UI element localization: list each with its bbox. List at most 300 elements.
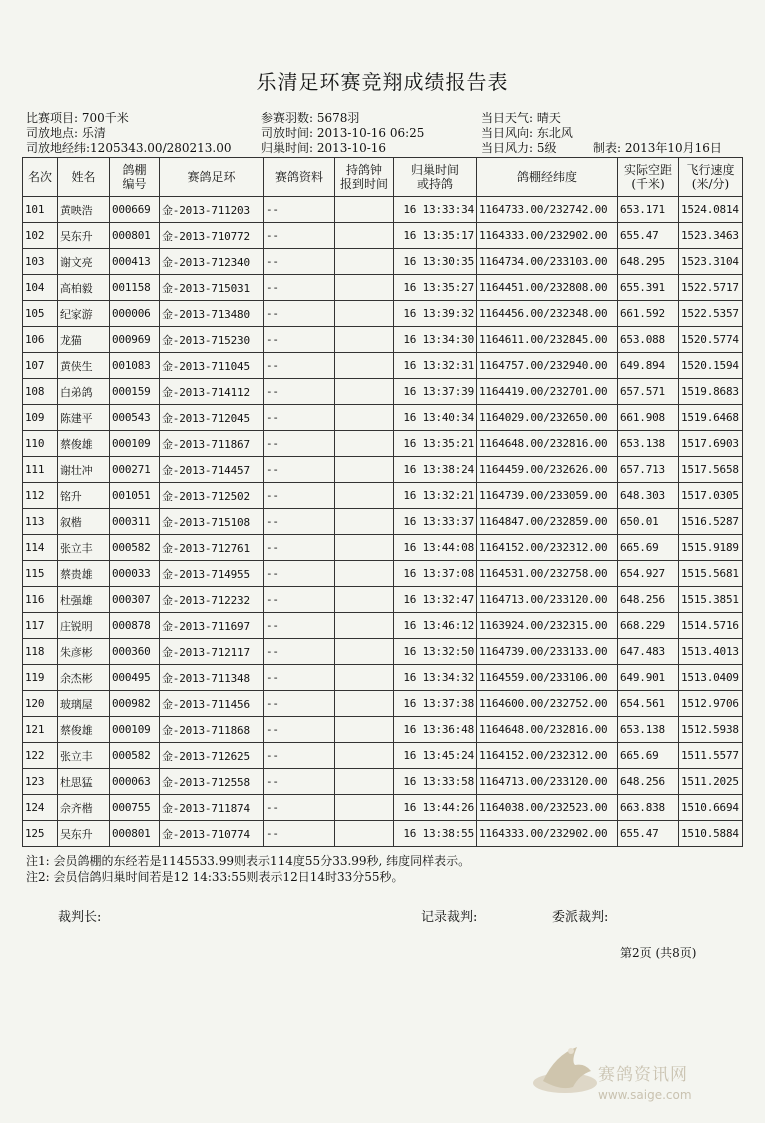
watermark-title: 赛鸽资讯网 [598, 1065, 688, 1085]
table-cell [335, 223, 394, 249]
table-cell: 105 [23, 301, 58, 327]
table-row [23, 457, 743, 483]
watermark-url: www.saige.com [598, 1088, 692, 1102]
table-cell: 000801 [110, 821, 160, 847]
table-cell: 蔡俊雄 [58, 717, 110, 743]
table-cell: 000582 [110, 535, 160, 561]
table-cell: 吴东升 [58, 821, 110, 847]
table-cell: 110 [23, 431, 58, 457]
table-cell: 1164757.00/232940.00 [477, 353, 618, 379]
table-cell: 000307 [110, 587, 160, 613]
table-cell: 金-2013-715031 [160, 275, 264, 301]
table-cell: 001158 [110, 275, 160, 301]
table-cell: 16 13:30:35 [394, 249, 477, 275]
chief-judge-label: 裁判长: [58, 910, 102, 925]
table-cell: 000413 [110, 249, 160, 275]
table-cell: 1164600.00/232752.00 [477, 691, 618, 717]
table-cell: 000360 [110, 639, 160, 665]
table-cell: -- [264, 353, 335, 379]
table-cell: 1520.1594 [679, 353, 743, 379]
table-cell: 1519.8683 [679, 379, 743, 405]
table-cell: 1513.0409 [679, 665, 743, 691]
table-cell: 000982 [110, 691, 160, 717]
info-column-1 [26, 111, 232, 156]
table-cell: 1164733.00/232742.00 [477, 197, 618, 223]
table-cell: 金-2013-712340 [160, 249, 264, 275]
table-row [23, 717, 743, 743]
table-cell: 16 13:34:32 [394, 665, 477, 691]
table-row [23, 795, 743, 821]
table-cell: -- [264, 743, 335, 769]
table-cell: 117 [23, 613, 58, 639]
table-cell: 16 13:37:08 [394, 561, 477, 587]
table-cell: 654.561 [618, 691, 679, 717]
table-cell: 648.303 [618, 483, 679, 509]
table-cell: 1523.3104 [679, 249, 743, 275]
table-cell: -- [264, 197, 335, 223]
note-2: 注2: 会员信鸽归巢时间若是12 14:33:55则表示12日14时33分55秒。 [26, 870, 404, 884]
table-cell: 白弟鸽 [58, 379, 110, 405]
table-cell: 16 13:32:21 [394, 483, 477, 509]
table-cell: 1164531.00/232758.00 [477, 561, 618, 587]
table-cell: 655.47 [618, 821, 679, 847]
table-cell: 高柏毅 [58, 275, 110, 301]
column-header: 姓名 [58, 158, 110, 197]
table-cell: 649.901 [618, 665, 679, 691]
table-cell: 1164451.00/232808.00 [477, 275, 618, 301]
table-cell: 16 13:35:27 [394, 275, 477, 301]
table-cell: 16 13:32:47 [394, 587, 477, 613]
table-cell: 纪家游 [58, 301, 110, 327]
table-cell: 000969 [110, 327, 160, 353]
table-cell: 金-2013-713480 [160, 301, 264, 327]
table-cell: 1164152.00/232312.00 [477, 743, 618, 769]
table-row [23, 769, 743, 795]
table-cell: 1164847.00/232859.00 [477, 509, 618, 535]
table-cell: 000543 [110, 405, 160, 431]
table-cell [335, 379, 394, 405]
note-1: 注1: 会员鸽棚的东经若是1145533.99则表示114度55分33.99秒, 纬度同样表示。 [26, 854, 471, 868]
table-cell: 000063 [110, 769, 160, 795]
table-cell: 金-2013-714457 [160, 457, 264, 483]
table-cell: 16 13:33:58 [394, 769, 477, 795]
table-cell: 1517.6903 [679, 431, 743, 457]
info-column-3 [481, 111, 573, 156]
table-cell: 668.229 [618, 613, 679, 639]
table-cell: 1164739.00/233059.00 [477, 483, 618, 509]
table-cell: 16 13:32:50 [394, 639, 477, 665]
table-cell: 1511.2025 [679, 769, 743, 795]
table-cell: 103 [23, 249, 58, 275]
table-cell: 653.088 [618, 327, 679, 353]
table-cell: -- [264, 327, 335, 353]
table-cell: 1164038.00/232523.00 [477, 795, 618, 821]
table-cell: 1510.6694 [679, 795, 743, 821]
column-header: 持鸽钟 报到时间 [335, 158, 394, 197]
table-row [23, 639, 743, 665]
table-cell: 1164459.00/232626.00 [477, 457, 618, 483]
table-cell: 000006 [110, 301, 160, 327]
table-cell [335, 275, 394, 301]
table-cell: 121 [23, 717, 58, 743]
made-date: 制表: 2013年10月16日 [593, 141, 722, 155]
table-cell: 金-2013-711348 [160, 665, 264, 691]
table-cell: -- [264, 795, 335, 821]
table-cell: 1512.9706 [679, 691, 743, 717]
table-cell: 16 13:38:24 [394, 457, 477, 483]
table-cell: 109 [23, 405, 58, 431]
table-cell: -- [264, 587, 335, 613]
table-cell: 蔡俊雄 [58, 431, 110, 457]
table-cell: -- [264, 379, 335, 405]
table-cell: 1524.0814 [679, 197, 743, 223]
table-cell: 1164734.00/233103.00 [477, 249, 618, 275]
table-cell: -- [264, 665, 335, 691]
table-cell: 16 13:32:31 [394, 353, 477, 379]
table-cell: -- [264, 483, 335, 509]
table-row [23, 353, 743, 379]
table-cell: 庄锐明 [58, 613, 110, 639]
table-row [23, 483, 743, 509]
table-cell: 16 13:45:24 [394, 743, 477, 769]
column-header: 赛鸽足环 [160, 158, 264, 197]
table-cell: 123 [23, 769, 58, 795]
table-cell [335, 249, 394, 275]
table-cell: 1510.5884 [679, 821, 743, 847]
table-cell: 金-2013-712558 [160, 769, 264, 795]
assigned-judge-label: 委派裁判: [552, 910, 609, 925]
table-cell: -- [264, 691, 335, 717]
table-cell: 叙楷 [58, 509, 110, 535]
table-cell: 113 [23, 509, 58, 535]
table-row [23, 405, 743, 431]
table-cell: 120 [23, 691, 58, 717]
table-cell: 16 13:33:37 [394, 509, 477, 535]
table-cell: 001083 [110, 353, 160, 379]
table-cell: 648.295 [618, 249, 679, 275]
table-cell: 111 [23, 457, 58, 483]
table-header-row [23, 158, 743, 197]
table-cell: 657.713 [618, 457, 679, 483]
table-cell [335, 197, 394, 223]
table-cell [335, 717, 394, 743]
table-cell: 1164152.00/232312.00 [477, 535, 618, 561]
table-cell: 000878 [110, 613, 160, 639]
table-body [23, 197, 743, 847]
table-cell: 1164333.00/232902.00 [477, 821, 618, 847]
entry-count: 参赛羽数: 5678羽 [261, 111, 360, 125]
table-cell: 653.138 [618, 431, 679, 457]
table-cell: 1522.5717 [679, 275, 743, 301]
table-cell: 铭升 [58, 483, 110, 509]
table-cell: 1515.9189 [679, 535, 743, 561]
table-cell: 125 [23, 821, 58, 847]
table-cell: 金-2013-710772 [160, 223, 264, 249]
table-cell: 657.571 [618, 379, 679, 405]
table-cell: 654.927 [618, 561, 679, 587]
table-cell: 649.894 [618, 353, 679, 379]
table-cell: 000495 [110, 665, 160, 691]
table-cell: 16 13:37:39 [394, 379, 477, 405]
table-cell: 金-2013-711203 [160, 197, 264, 223]
table-cell: 金-2013-712045 [160, 405, 264, 431]
weather: 当日天气: 晴天 [481, 111, 561, 125]
table-cell: 金-2013-712232 [160, 587, 264, 613]
table-cell: 124 [23, 795, 58, 821]
table-row [23, 431, 743, 457]
table-cell: 谢壮冲 [58, 457, 110, 483]
table-cell [335, 301, 394, 327]
column-header: 赛鸽资料 [264, 158, 335, 197]
table-cell: 1164611.00/232845.00 [477, 327, 618, 353]
table-row [23, 327, 743, 353]
table-cell [335, 535, 394, 561]
table-cell: 663.838 [618, 795, 679, 821]
column-header: 飞行速度 (米/分) [679, 158, 743, 197]
table-cell: -- [264, 639, 335, 665]
table-cell: 1164419.00/232701.00 [477, 379, 618, 405]
table-row [23, 743, 743, 769]
table-cell: 104 [23, 275, 58, 301]
table-cell: 000271 [110, 457, 160, 483]
table-cell: 1517.5658 [679, 457, 743, 483]
table-row [23, 691, 743, 717]
table-cell: 金-2013-715230 [160, 327, 264, 353]
table-cell [335, 509, 394, 535]
table-row [23, 821, 743, 847]
table-cell: 119 [23, 665, 58, 691]
table-cell: 648.256 [618, 769, 679, 795]
table-cell: -- [264, 535, 335, 561]
table-cell: -- [264, 613, 335, 639]
column-header: 实际空距 (千米) [618, 158, 679, 197]
table-cell: 杜思猛 [58, 769, 110, 795]
table-row [23, 613, 743, 639]
table-cell: 000582 [110, 743, 160, 769]
table-cell [335, 743, 394, 769]
table-cell: 金-2013-712502 [160, 483, 264, 509]
table-cell: 玻璃屋 [58, 691, 110, 717]
table-cell: 16 13:35:21 [394, 431, 477, 457]
table-cell: 1516.5287 [679, 509, 743, 535]
table-cell: 金-2013-714955 [160, 561, 264, 587]
table-cell: 108 [23, 379, 58, 405]
table-cell [335, 587, 394, 613]
table-row [23, 249, 743, 275]
wind-force: 当日风力: 5级 [481, 141, 557, 155]
table-cell [335, 353, 394, 379]
column-header: 归巢时间 或持鸽 [394, 158, 477, 197]
table-cell: 106 [23, 327, 58, 353]
table-cell: 1164648.00/232816.00 [477, 717, 618, 743]
table-cell: 1512.5938 [679, 717, 743, 743]
table-row [23, 301, 743, 327]
table-cell: -- [264, 405, 335, 431]
table-cell: -- [264, 457, 335, 483]
table-cell: 16 13:38:55 [394, 821, 477, 847]
table-cell: 650.01 [618, 509, 679, 535]
table-cell: 黄映浩 [58, 197, 110, 223]
table-cell: 佘齐楷 [58, 795, 110, 821]
table-cell: 龙猫 [58, 327, 110, 353]
table-cell: 1523.3463 [679, 223, 743, 249]
table-cell: 金-2013-711697 [160, 613, 264, 639]
table-cell: 112 [23, 483, 58, 509]
table-cell: 653.171 [618, 197, 679, 223]
table-cell: 661.592 [618, 301, 679, 327]
table-cell: 107 [23, 353, 58, 379]
table-cell: 661.908 [618, 405, 679, 431]
table-cell: 1164333.00/232902.00 [477, 223, 618, 249]
table-cell: 1163924.00/232315.00 [477, 613, 618, 639]
table-cell: 114 [23, 535, 58, 561]
release-location: 司放地点: 乐清 [26, 126, 106, 140]
table-cell [335, 431, 394, 457]
release-coordinates: 司放地经纬:1205343.00/280213.00 [26, 141, 232, 155]
table-cell: -- [264, 561, 335, 587]
table-cell: 118 [23, 639, 58, 665]
table-cell [335, 795, 394, 821]
table-cell: 653.138 [618, 717, 679, 743]
table-cell [335, 639, 394, 665]
table-cell: 金-2013-712761 [160, 535, 264, 561]
table-cell: 金-2013-711045 [160, 353, 264, 379]
table-cell: 000755 [110, 795, 160, 821]
table-cell: 122 [23, 743, 58, 769]
table-cell: 1164559.00/233106.00 [477, 665, 618, 691]
table-cell: 金-2013-714112 [160, 379, 264, 405]
race-project: 比赛项目: 700千米 [26, 111, 129, 125]
table-cell: 1164456.00/232348.00 [477, 301, 618, 327]
table-cell: -- [264, 275, 335, 301]
page-number: 第2页 (共8页) [620, 946, 697, 960]
table-row [23, 587, 743, 613]
table-cell: 000109 [110, 717, 160, 743]
table-cell: 665.69 [618, 535, 679, 561]
table-cell: 116 [23, 587, 58, 613]
table-cell: 16 13:34:30 [394, 327, 477, 353]
table-cell: 000033 [110, 561, 160, 587]
table-cell: 金-2013-712625 [160, 743, 264, 769]
table-row [23, 275, 743, 301]
table-cell: 张立丰 [58, 535, 110, 561]
table-cell: 1164713.00/233120.00 [477, 769, 618, 795]
table-cell: 1164648.00/232816.00 [477, 431, 618, 457]
table-row [23, 665, 743, 691]
table-cell: -- [264, 301, 335, 327]
table-cell: 1514.5716 [679, 613, 743, 639]
table-cell: 张立丰 [58, 743, 110, 769]
table-cell: 陈建平 [58, 405, 110, 431]
table-cell: 1522.5357 [679, 301, 743, 327]
table-cell [335, 483, 394, 509]
table-cell: 647.483 [618, 639, 679, 665]
notes [26, 853, 470, 885]
table-cell: 金-2013-711868 [160, 717, 264, 743]
record-judge-label: 记录裁判: [421, 910, 478, 925]
table-cell: 1513.4013 [679, 639, 743, 665]
table-cell: 1515.3851 [679, 587, 743, 613]
table-cell: 杜强雄 [58, 587, 110, 613]
table-cell: 000669 [110, 197, 160, 223]
column-header: 鸽棚经纬度 [477, 158, 618, 197]
table-cell: 1511.5577 [679, 743, 743, 769]
table-cell [335, 613, 394, 639]
table-cell: 16 13:36:48 [394, 717, 477, 743]
table-cell: 1515.5681 [679, 561, 743, 587]
release-time: 司放时间: 2013-10-16 06:25 [261, 126, 425, 140]
table-cell: 金-2013-711456 [160, 691, 264, 717]
table-cell: 黄侠生 [58, 353, 110, 379]
table-cell: 648.256 [618, 587, 679, 613]
table-cell: 吴东升 [58, 223, 110, 249]
table-cell: 665.69 [618, 743, 679, 769]
table-cell: 谢文亮 [58, 249, 110, 275]
table-cell: -- [264, 223, 335, 249]
table-cell: 16 13:35:17 [394, 223, 477, 249]
table-cell [335, 691, 394, 717]
table-row [23, 535, 743, 561]
table-cell: 蔡贵雄 [58, 561, 110, 587]
table-cell [335, 327, 394, 353]
table-cell: 金-2013-710774 [160, 821, 264, 847]
table-cell: 1520.5774 [679, 327, 743, 353]
table-cell: 16 13:44:26 [394, 795, 477, 821]
table-cell: 16 13:39:32 [394, 301, 477, 327]
table-row [23, 197, 743, 223]
return-time: 归巢时间: 2013-10-16 [261, 141, 387, 155]
table-cell [335, 405, 394, 431]
column-header: 鸽棚 编号 [110, 158, 160, 197]
table-cell: -- [264, 769, 335, 795]
table-cell: 1164739.00/233133.00 [477, 639, 618, 665]
table-cell: 16 13:33:34 [394, 197, 477, 223]
table-cell [335, 665, 394, 691]
table-cell: 16 13:44:08 [394, 535, 477, 561]
table-cell: 000109 [110, 431, 160, 457]
table-cell: 655.47 [618, 223, 679, 249]
table-row [23, 561, 743, 587]
table-cell [335, 457, 394, 483]
table-cell: 16 13:46:12 [394, 613, 477, 639]
table-cell [335, 769, 394, 795]
table-cell: 金-2013-711874 [160, 795, 264, 821]
table-cell [335, 821, 394, 847]
table-cell: 余杰彬 [58, 665, 110, 691]
table-cell: 000311 [110, 509, 160, 535]
table-cell: 001051 [110, 483, 160, 509]
table-cell [335, 561, 394, 587]
table-row [23, 509, 743, 535]
table-cell: -- [264, 509, 335, 535]
results-table [22, 157, 743, 847]
table-cell: 1164713.00/233120.00 [477, 587, 618, 613]
table-cell: 金-2013-712117 [160, 639, 264, 665]
table-cell: 115 [23, 561, 58, 587]
table-cell: 102 [23, 223, 58, 249]
table-cell: -- [264, 717, 335, 743]
table-cell: -- [264, 431, 335, 457]
table-cell: 16 13:40:34 [394, 405, 477, 431]
table-cell: 655.391 [618, 275, 679, 301]
table-row [23, 223, 743, 249]
table-cell: 朱彦彬 [58, 639, 110, 665]
table-cell: 000159 [110, 379, 160, 405]
table-cell: 16 13:37:38 [394, 691, 477, 717]
table-cell: 1164029.00/232650.00 [477, 405, 618, 431]
table-cell: -- [264, 249, 335, 275]
table-row [23, 379, 743, 405]
